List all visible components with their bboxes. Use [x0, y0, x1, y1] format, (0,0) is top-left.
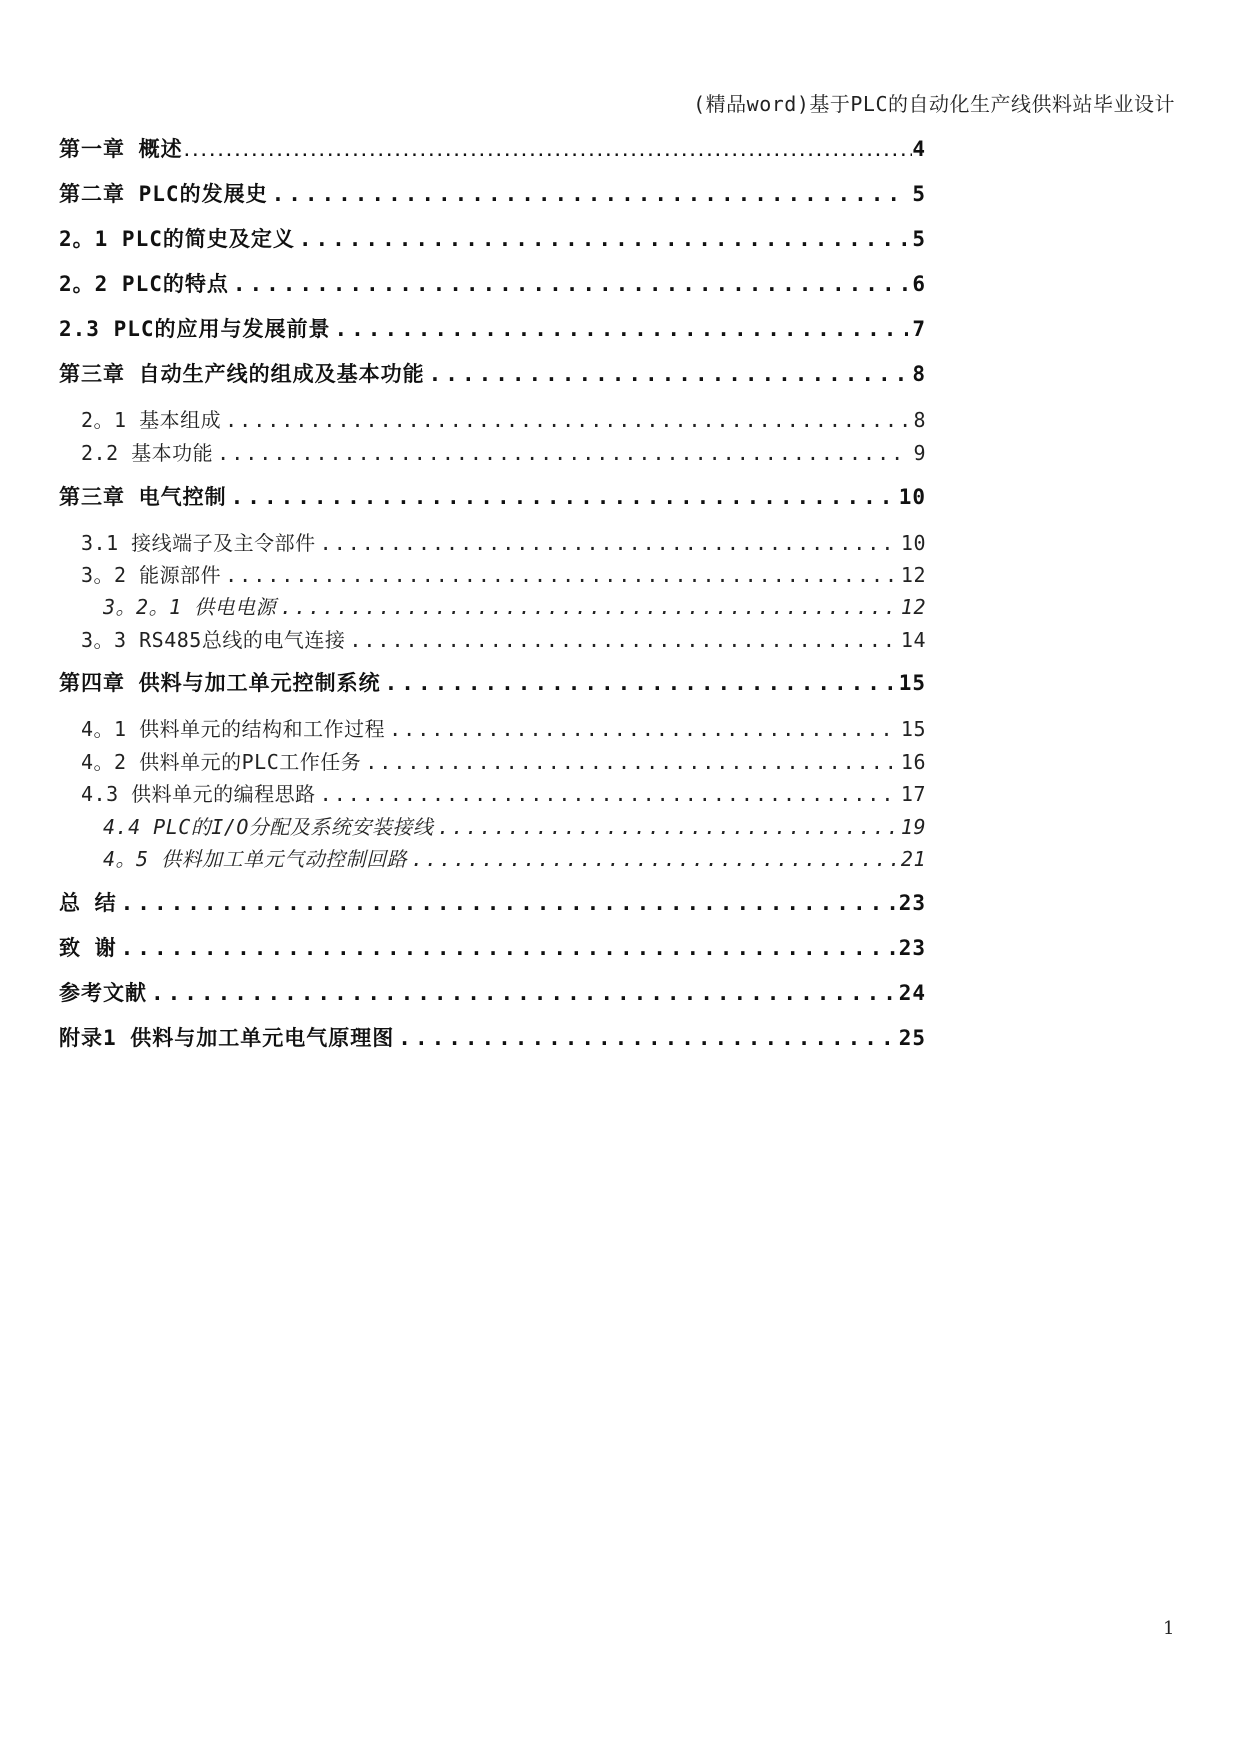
toc-entry-label: 第二章 PLC的发展史	[59, 182, 268, 206]
toc-entry-label: 4.4 PLC的I/O分配及系统安装接线	[103, 815, 434, 839]
toc-leader-dots	[151, 981, 895, 1005]
toc-entry-page: 8	[912, 362, 926, 386]
toc-entry-page: 25	[898, 1026, 926, 1050]
toc-leader-dots	[225, 563, 897, 587]
toc-entry-page: 16	[900, 750, 926, 774]
toc-entry-page: 5	[912, 227, 926, 251]
toc-entry-page: 7	[912, 317, 926, 341]
toc-entry-label: 4。1 供料单元的结构和工作过程	[81, 717, 386, 741]
toc-entry-page: 15	[898, 671, 926, 695]
toc-entry-page: 10	[898, 485, 926, 509]
toc-entry-section-2-2[interactable]	[59, 268, 926, 298]
toc-entry-label: 2。1 PLC的简史及定义	[59, 227, 295, 251]
toc-entry-section-4-4[interactable]	[103, 811, 926, 840]
toc-entry-label: 3。2 能源部件	[81, 563, 222, 587]
toc-leader-dots	[272, 182, 909, 206]
toc-entry-label: 第一章 概述	[59, 137, 183, 161]
toc-entry-section-4-1[interactable]	[81, 713, 926, 742]
toc-leader-dots	[280, 595, 897, 619]
page-header-title: (精品word)基于PLC的自动化生产线供料站毕业设计	[693, 92, 1175, 116]
toc-entry-section-basic-functions[interactable]	[81, 437, 926, 466]
toc-entry-label: 3。2。1 供电电源	[103, 595, 277, 619]
toc-leader-dots	[183, 144, 913, 160]
toc-entry-section-4-3[interactable]	[81, 778, 926, 807]
toc-entry-page: 12	[900, 563, 926, 587]
toc-entry-chapter-2[interactable]	[59, 178, 926, 208]
toc-leader-dots	[233, 272, 908, 296]
page-number: 1	[1163, 1618, 1175, 1639]
toc-entry-label: 第三章 自动生产线的组成及基本功能	[59, 362, 425, 386]
toc-leader-dots	[121, 936, 895, 960]
toc-entry-page: 6	[912, 272, 926, 296]
toc-leader-dots	[365, 750, 897, 774]
toc-entry-page: 9	[913, 441, 926, 465]
toc-entry-section-3-3[interactable]	[81, 624, 926, 653]
toc-entry-page: 24	[898, 981, 926, 1005]
toc-entry-section-3-1[interactable]	[81, 527, 926, 556]
toc-leader-dots	[335, 317, 909, 341]
toc-leader-dots	[385, 671, 895, 695]
toc-entry-label: 2。1 基本组成	[81, 408, 222, 432]
toc-entry-label: 致 谢	[59, 936, 117, 960]
toc-entry-label: 2。2 PLC的特点	[59, 272, 229, 296]
toc-entry-page: 23	[898, 891, 926, 915]
toc-entry-label: 附录1 供料与加工单元电气原理图	[59, 1026, 395, 1050]
toc-entry-page: 12	[900, 595, 926, 619]
toc-entry-label: 3。3 RS485总线的电气连接	[81, 628, 346, 652]
toc-entry-page: 23	[898, 936, 926, 960]
toc-entry-label: 2.2 基本功能	[81, 441, 214, 465]
toc-entry-label: 4。5 供料加工单元气动控制回路	[103, 847, 408, 871]
toc-entry-label: 4.3 供料单元的编程思路	[81, 782, 316, 806]
toc-entry-chapter-4[interactable]	[59, 667, 926, 697]
toc-entry-section-3-2-1[interactable]	[103, 591, 926, 620]
toc-entry-page: 17	[900, 782, 926, 806]
toc-leader-dots	[389, 717, 897, 741]
toc-entry-page: 8	[913, 408, 926, 432]
toc-entry-chapter-3a[interactable]	[59, 358, 926, 388]
toc-leader-dots	[121, 891, 895, 915]
toc-entry-label: 4。2 供料单元的PLC工作任务	[81, 750, 362, 774]
toc-entry-section-4-5[interactable]	[103, 843, 926, 872]
toc-entry-references[interactable]	[59, 977, 926, 1007]
toc-entry-page: 5	[912, 182, 926, 206]
toc-entry-section-4-2[interactable]	[81, 746, 926, 775]
toc-leader-dots	[320, 782, 897, 806]
toc-leader-dots	[398, 1026, 894, 1050]
toc-entry-label: 第三章 电气控制	[59, 485, 227, 509]
toc-leader-dots	[231, 485, 895, 509]
toc-entry-page: 4	[912, 137, 926, 161]
toc-leader-dots	[225, 408, 909, 432]
toc-leader-dots	[299, 227, 908, 251]
toc-entry-label: 参考文献	[59, 981, 147, 1005]
toc-entry-acknowledgements[interactable]	[59, 932, 926, 962]
toc-leader-dots	[429, 362, 909, 386]
toc-leader-dots	[437, 815, 896, 839]
toc-entry-page: 10	[900, 531, 926, 555]
toc-entry-label: 总 结	[59, 891, 117, 915]
toc-entry-section-basic-composition[interactable]	[81, 404, 926, 433]
toc-entry-page: 19	[900, 815, 926, 839]
toc-entry-page: 15	[900, 717, 926, 741]
toc-entry-label: 第四章 供料与加工单元控制系统	[59, 671, 381, 695]
toc-leader-dots	[217, 441, 909, 465]
toc-entry-page: 14	[900, 628, 926, 652]
toc-entry-appendix-1[interactable]	[59, 1022, 926, 1052]
toc-entry-summary[interactable]	[59, 887, 926, 917]
toc-entry-section-2-3[interactable]	[59, 313, 926, 343]
toc-entry-page: 21	[900, 847, 926, 871]
toc-entry-label: 2.3 PLC的应用与发展前景	[59, 317, 331, 341]
toc-entry-chapter-3b[interactable]	[59, 481, 926, 511]
toc-entry-section-3-2[interactable]	[81, 559, 926, 588]
toc-leader-dots	[411, 847, 897, 871]
toc-entry-section-2-1[interactable]	[59, 223, 926, 253]
toc-entry-label: 3.1 接线端子及主令部件	[81, 531, 316, 555]
toc-entry-chapter-1[interactable]	[59, 133, 926, 163]
toc-leader-dots	[349, 628, 897, 652]
toc-leader-dots	[320, 531, 897, 555]
